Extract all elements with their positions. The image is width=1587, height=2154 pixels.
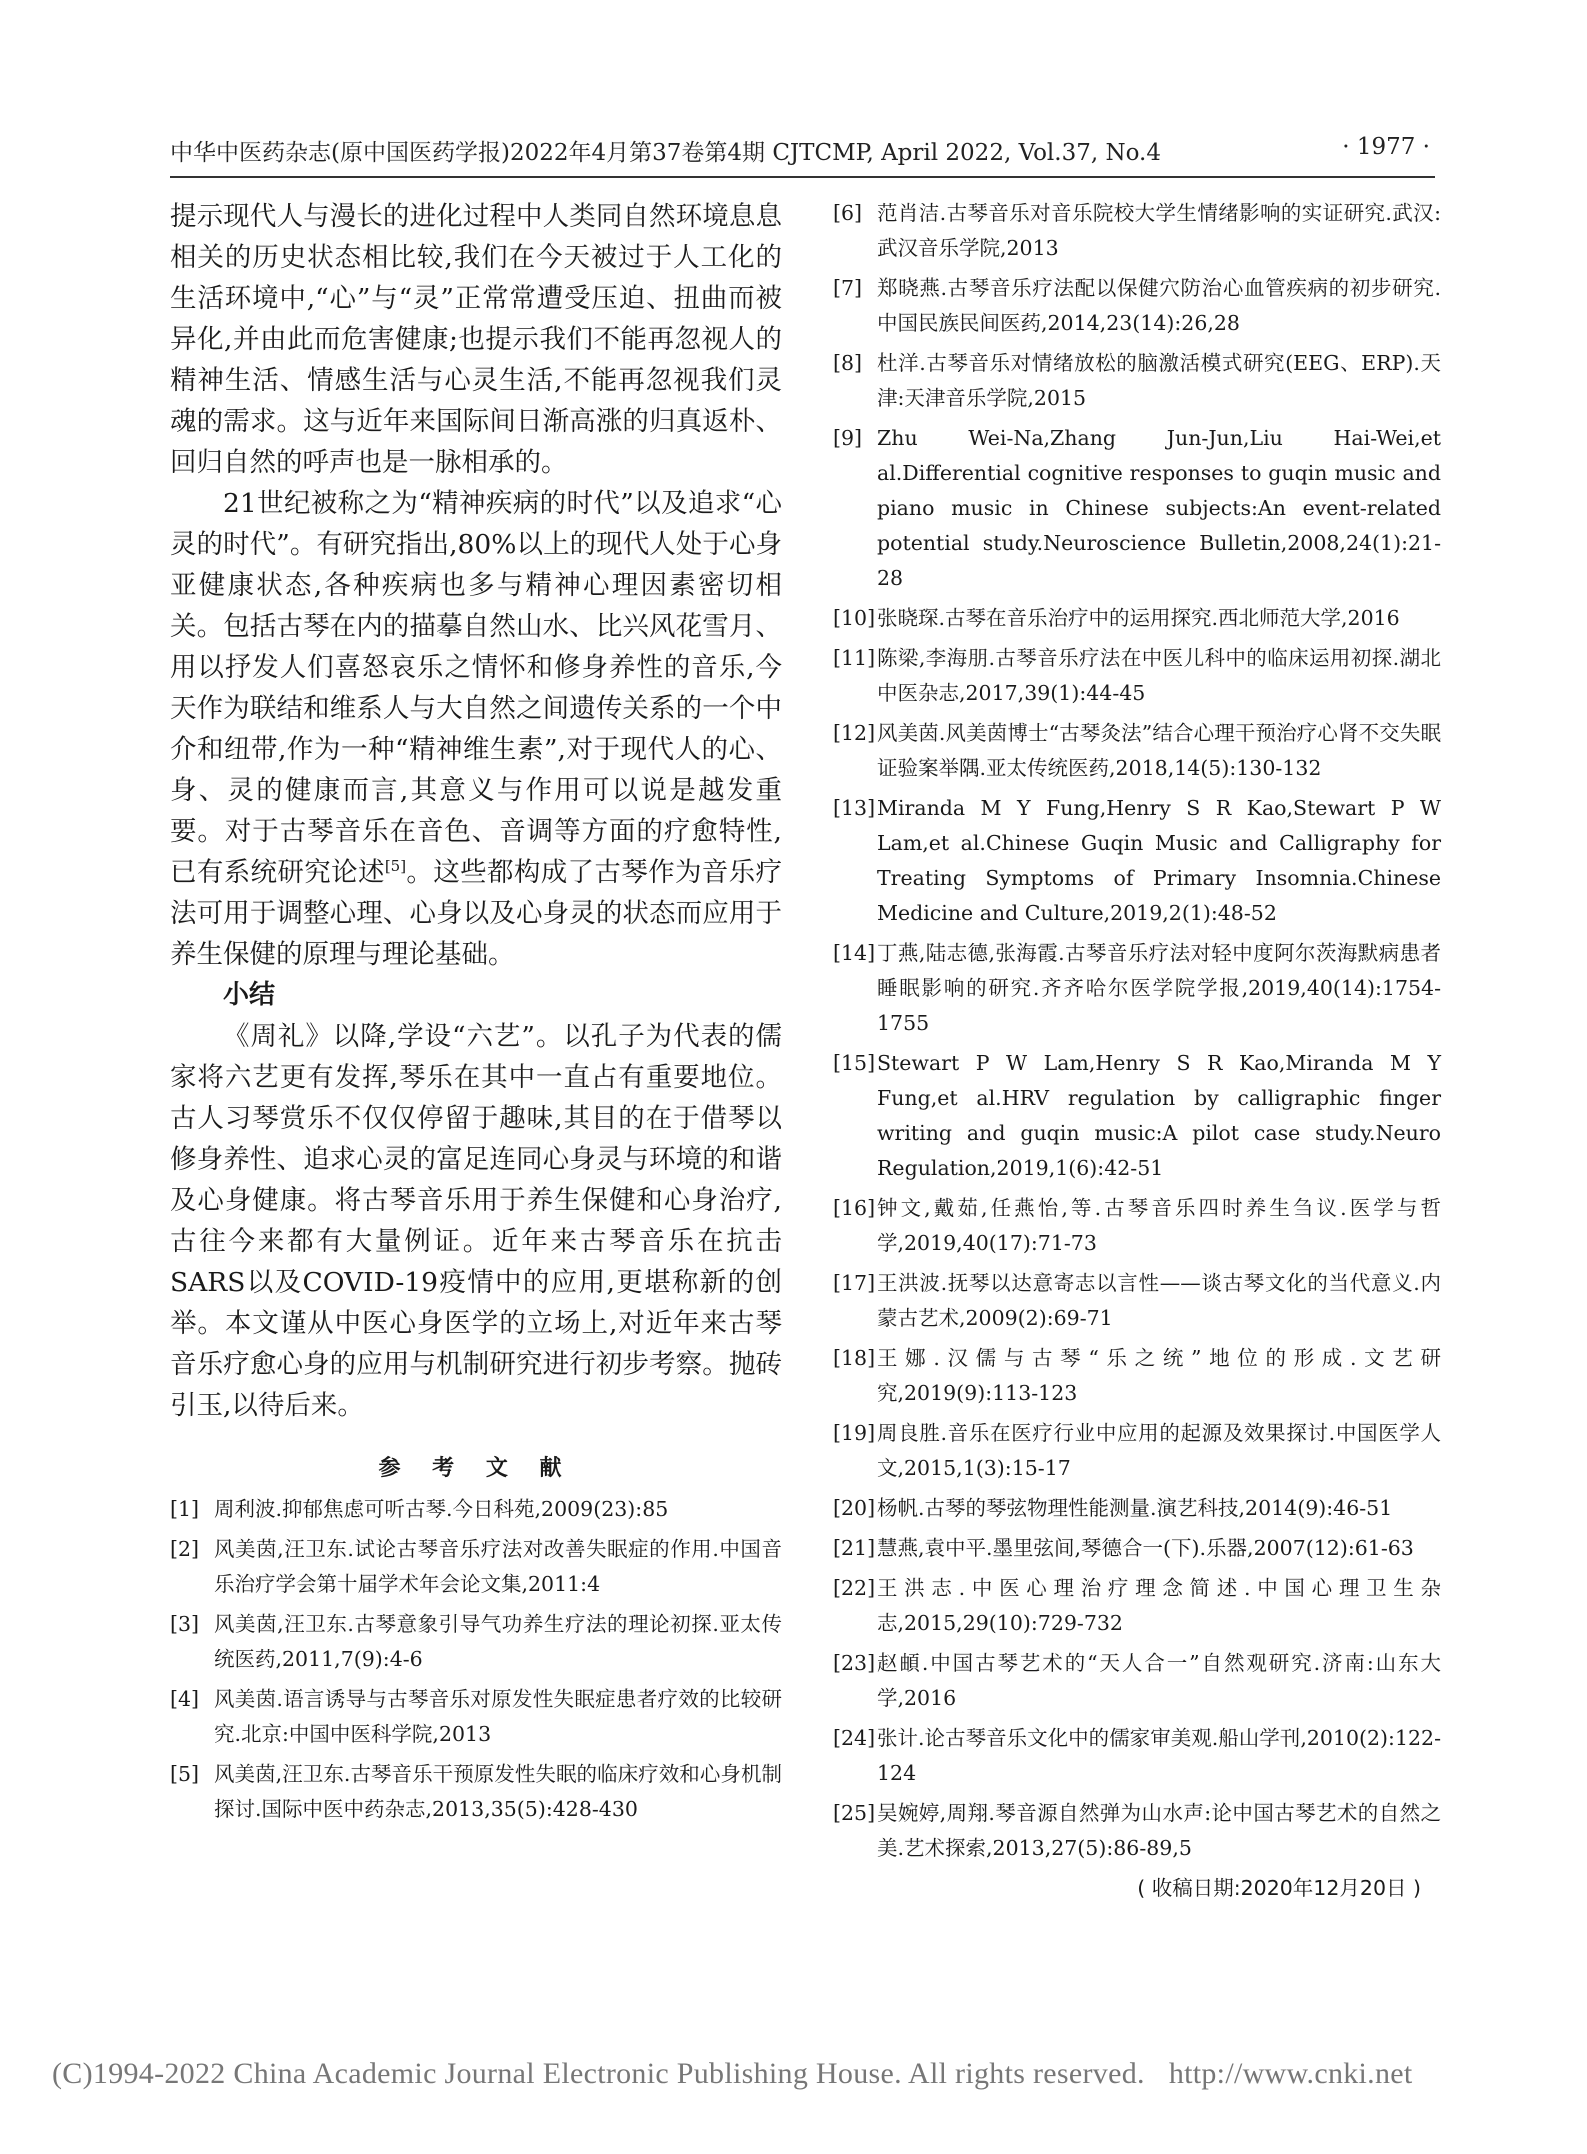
reference-text: Zhu Wei-Na,Zhang Jun-Jun,Liu Hai-Wei,et al.Differential cognitive responses to guqin music and piano music in Chinese subjects:An event-related potential study.Neuroscience Bulletin,2008,24(1):21-28 — [877, 426, 1441, 590]
reference-number: [3] — [170, 1612, 200, 1636]
reference-text: 郑晓燕.古琴音乐疗法配以保健穴防治心血管疾病的初步研究.中国民族民间医药,2014,23(14):26,28 — [877, 276, 1441, 335]
reference-item — [833, 421, 1441, 596]
reference-text: 吴婉婷,周翔.琴音源自然弹为山水声:论中国古琴艺术的自然之美.艺术探索,2013,27(5):86-89,5 — [877, 1801, 1441, 1860]
reference-text: 周良胜.音乐在医疗行业中应用的起源及效果探讨.中国医学人文,2015,1(3):15-17 — [877, 1421, 1441, 1480]
running-header — [170, 134, 1430, 167]
references-list-right — [833, 196, 1441, 1866]
cnki-link[interactable]: http://www.cnki.net — [1168, 2057, 1413, 2090]
reference-number: [20] — [833, 1496, 876, 1520]
reference-number: [2] — [170, 1537, 200, 1561]
copyright-footer — [52, 2057, 1532, 2091]
citation-superscript[interactable]: [5] — [384, 857, 407, 876]
reference-number: [12] — [833, 721, 876, 745]
reference-item — [170, 1682, 782, 1752]
copyright-notice: (C)1994-2022 China Academic Journal Electronic Publishing House. All rights reserved. — [52, 2057, 1145, 2090]
reference-number: [11] — [833, 646, 876, 670]
reference-item — [833, 271, 1441, 341]
reference-text: 风美茵,汪卫东.试论古琴音乐疗法对改善失眠症的作用.中国音乐治疗学会第十届学术年会论文集,2011:4 — [214, 1537, 782, 1596]
reference-item — [833, 936, 1441, 1041]
right-column — [833, 196, 1441, 1906]
received-date: ( 收稿日期:2020年12月20日 ) — [1137, 1876, 1421, 1900]
reference-text: 风美茵,汪卫东.古琴意象引导气功养生疗法的理论初探.亚太传统医药,2011,7(9):4-6 — [214, 1612, 782, 1671]
reference-item — [833, 716, 1441, 786]
page-number: · 1977 · — [1342, 134, 1430, 160]
reference-number: [23] — [833, 1651, 876, 1675]
reference-number: [13] — [833, 796, 876, 820]
reference-item — [833, 1046, 1441, 1186]
reference-number: [8] — [833, 351, 863, 375]
reference-text: 赵頔.中国古琴艺术的“天人合一”自然观研究.济南:山东大学,2016 — [877, 1651, 1441, 1710]
reference-text: Miranda M Y Fung,Henry S R Kao,Stewart P W Lam,et al.Chinese Guqin Music and Calligraphy for Treating Symptoms of Primary Insomnia.Chinese Medicine and Culture,2019,2(1):48-52 — [877, 796, 1441, 925]
reference-number: [21] — [833, 1536, 876, 1560]
reference-number: [7] — [833, 276, 863, 300]
reference-number: [24] — [833, 1726, 876, 1750]
reference-text: 杜洋.古琴音乐对情绪放松的脑激活模式研究(EEG、ERP).天津:天津音乐学院,2015 — [877, 351, 1441, 410]
reference-item — [170, 1532, 782, 1602]
reference-number: [1] — [170, 1497, 200, 1521]
reference-item — [833, 1721, 1441, 1791]
body-paragraph-2 — [170, 483, 782, 975]
reference-item — [833, 1646, 1441, 1716]
reference-number: [18] — [833, 1346, 876, 1370]
reference-item — [833, 601, 1441, 636]
reference-text: 王洪志.中医心理治疗理念简述.中国心理卫生杂志,2015,29(10):729-732 — [877, 1576, 1441, 1635]
paragraph-2-text-end: 。这些都构成了古琴作为音乐疗法可用于调整心理、心身以及心身灵的状态而应用于养生保健的原理与理论基础。 — [170, 857, 783, 970]
body-paragraph-3: 《周礼》以降,学设“六艺”。以孔子为代表的儒家将六艺更有发挥,琴乐在其中一直占有重要地位。古人习琴赏乐不仅仅停留于趣味,其目的在于借琴以修身养性、追求心灵的富足连同心身灵与环境的和谐及心身健康。将古琴音乐用于养生保健和心身治疗,古往今来都有大量例证。近年来古琴音乐在抗击SARS以及COVID-19疫情中的应用,更堪称新的创举。本文谨从中医心身医学的立场上,对近年来古琴音乐疗愈心身的应用与机制研究进行初步考察。抛砖引玉,以待后来。 — [170, 1021, 782, 1421]
reference-text: 风美茵.语言诱导与古琴音乐对原发性失眠症患者疗效的比较研究.北京:中国中医科学院,2013 — [214, 1687, 782, 1746]
left-column — [170, 196, 782, 1832]
reference-text: 风美茵,汪卫东.古琴音乐干预原发性失眠的临床疗效和心身机制探讨.国际中医中药杂志,2013,35(5):428-430 — [214, 1762, 782, 1821]
reference-number: [16] — [833, 1196, 876, 1220]
reference-text: Stewart P W Lam,Henry S R Kao,Miranda M Y Fung,et al.HRV regulation by calligraphic finger writing and guqin music:A pilot case study.Neuro Regulation,2019,1(6):42-51 — [877, 1051, 1441, 1180]
reference-number: [4] — [170, 1687, 200, 1711]
reference-text: 张计.论古琴音乐文化中的儒家审美观.船山学刊,2010(2):122-124 — [877, 1726, 1441, 1785]
reference-item — [833, 1491, 1441, 1526]
reference-item — [833, 641, 1441, 711]
reference-number: [6] — [833, 201, 863, 225]
section-heading-summary: 小结 — [223, 980, 276, 1010]
reference-item — [833, 346, 1441, 416]
reference-item — [833, 1571, 1441, 1641]
reference-text: 王洪波.抚琴以达意寄志以言性——谈古琴文化的当代意义.内蒙古艺术,2009(2):69-71 — [877, 1271, 1441, 1330]
reference-number: [9] — [833, 426, 863, 450]
reference-text: 杨帆.古琴的琴弦物理性能测量.演艺科技,2014(9):46-51 — [877, 1496, 1393, 1520]
reference-text: 张晓琛.古琴在音乐治疗中的运用探究.西北师范大学,2016 — [877, 606, 1400, 630]
reference-number: [10] — [833, 606, 876, 630]
reference-number: [17] — [833, 1271, 876, 1295]
reference-item — [833, 1796, 1441, 1866]
reference-text: 丁燕,陆志德,张海霞.古琴音乐疗法对轻中度阿尔茨海默病患者睡眠影响的研究.齐齐哈尔医学院学报,2019,40(14):1754-1755 — [877, 941, 1441, 1035]
header-rule — [170, 176, 1435, 178]
references-title: 参 考 文 献 — [378, 1456, 574, 1481]
journal-citation: 中华中医药杂志(原中国医药学报)2022年4月第37卷第4期 CJTCMP, April 2022, Vol.37, No.4 — [170, 140, 1161, 166]
reference-number: [22] — [833, 1576, 876, 1600]
reference-item — [833, 791, 1441, 931]
reference-number: [15] — [833, 1051, 876, 1075]
reference-item — [833, 196, 1441, 266]
reference-text: 慧燕,袁中平.墨里弦间,琴德合一(下).乐器,2007(12):61-63 — [877, 1536, 1414, 1560]
reference-text: 周利波.抑郁焦虑可听古琴.今日科苑,2009(23):85 — [214, 1497, 669, 1521]
body-paragraph-1: 提示现代人与漫长的进化过程中人类同自然环境息息相关的历史状态相比较,我们在今天被过于人工化的生活环境中,“心”与“灵”正常常遭受压迫、扭曲而被异化,并由此而危害健康;也提示我们不能再忽视人的精神生活、情感生活与心灵生活,不能再忽视我们灵魂的需求。这与近年来国际间日渐高涨的归真返朴、回归自然的呼声也是一脉相承的。 — [170, 201, 782, 478]
reference-number: [25] — [833, 1801, 876, 1825]
reference-item — [833, 1191, 1441, 1261]
reference-text: 王娜.汉儒与古琴“乐之统”地位的形成.文艺研究,2019(9):113-123 — [877, 1346, 1441, 1405]
reference-item — [833, 1266, 1441, 1336]
reference-number: [19] — [833, 1421, 876, 1445]
reference-item — [170, 1757, 782, 1827]
reference-text: 钟文,戴茹,任燕怡,等.古琴音乐四时养生刍议.医学与哲学,2019,40(17):71-73 — [877, 1196, 1441, 1255]
reference-text: 范肖洁.古琴音乐对音乐院校大学生情绪影响的实证研究.武汉:武汉音乐学院,2013 — [877, 201, 1441, 260]
reference-item — [170, 1607, 782, 1677]
reference-text: 陈梁,李海朋.古琴音乐疗法在中医儿科中的临床运用初探.湖北中医杂志,2017,39(1):44-45 — [877, 646, 1441, 705]
reference-number: [14] — [833, 941, 876, 965]
reference-item — [170, 1492, 782, 1527]
reference-item — [833, 1341, 1441, 1411]
references-list-left — [170, 1492, 782, 1827]
paragraph-2-text: 21世纪被称之为“精神疾病的时代”以及追求“心灵的时代”。有研究指出,80%以上的现代人处于心身亚健康状态,各种疾病也多与精神心理因素密切相关。包括古琴在内的描摹自然山水、比兴风花雪月、用以抒发人们喜怒哀乐之情怀和修身养性的音乐,今天作为联结和维系人与大自然之间遗传关系的一个中介和纽带,作为一种“精神维生素”,对于现代人的心、身、灵的健康而言,其意义与作用可以说是越发重要。对于古琴音乐在音色、音调等方面的疗愈特性,已有系统研究论述 — [170, 488, 782, 888]
reference-text: 风美茵.风美茵博士“古琴灸法”结合心理干预治疗心肾不交失眠证验案举隅.亚太传统医药,2018,14(5):130-132 — [877, 721, 1441, 780]
reference-item — [833, 1416, 1441, 1486]
reference-number: [5] — [170, 1762, 200, 1786]
reference-item — [833, 1531, 1441, 1566]
